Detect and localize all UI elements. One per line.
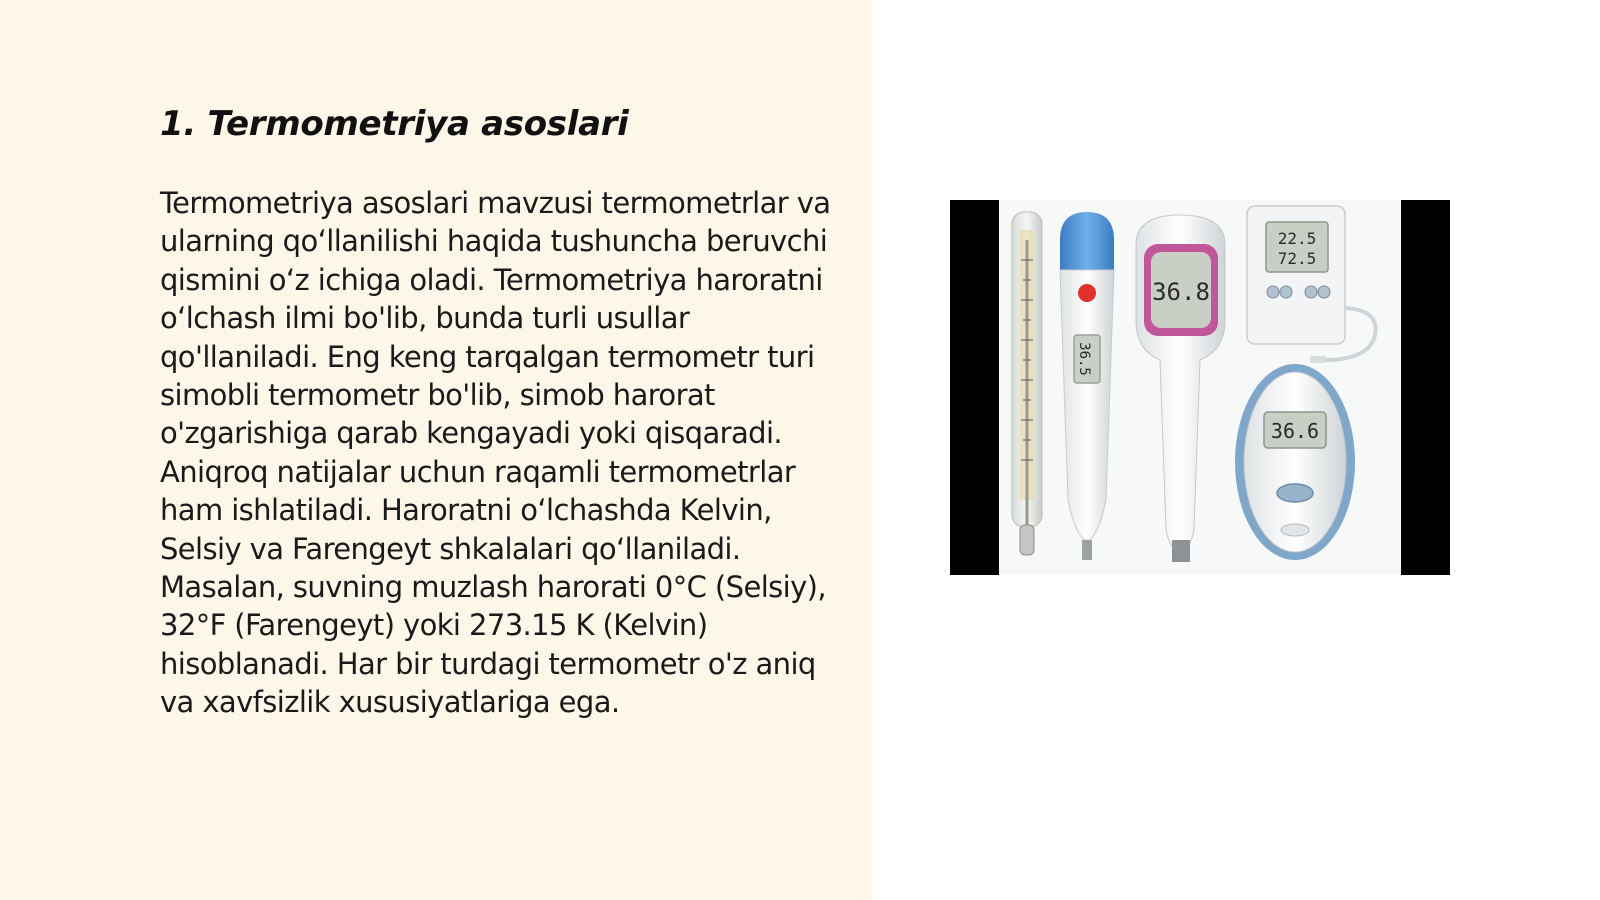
slide-body-text: Termometriya asoslari mavzusi termometrlar va ularning qo‘llanilishi haqida tushuncha beruvchi qismini o‘z ichiga oladi. Termometriya haroratni o‘lchash ilmi bo'lib, bunda turli usullar qo'llaniladi. Eng keng tarqalgan termometr turi simobli termometr bo'lib, simob harorat o'zgarishiga qarab kengayadi yoki qisqaradi. Aniqroq natijalar uchun raqamli termometrlar ham ishlatiladi. Haroratni o‘lchashda Kelvin, Selsiy va Farengeyt shkalalari qo‘llaniladi. Masalan, suvning muzlash harorati 0°C (Selsiy), 32°F (Farengeyt) yoki 273.15 K (Kelvin) hisoblanadi. Har bir turdagi termometr o'z aniq va xavfsizlik xususiyatlariga ega.	[160, 186, 831, 720]
room-display-bottom-reading: 72.5	[1277, 249, 1317, 268]
stick-display-reading: 36.5	[1076, 342, 1092, 376]
ear-display-reading: 36.6	[1270, 419, 1320, 443]
large-display-reading: 36.8	[1152, 278, 1210, 306]
glass-thermometer-icon	[1012, 212, 1042, 555]
slide-heading: 1. Termometriya asoslari	[160, 104, 629, 144]
room-display-top-reading: 22.5	[1277, 229, 1317, 248]
thermometers-photo	[950, 200, 1450, 575]
ear-thermometer-icon	[1235, 364, 1355, 560]
